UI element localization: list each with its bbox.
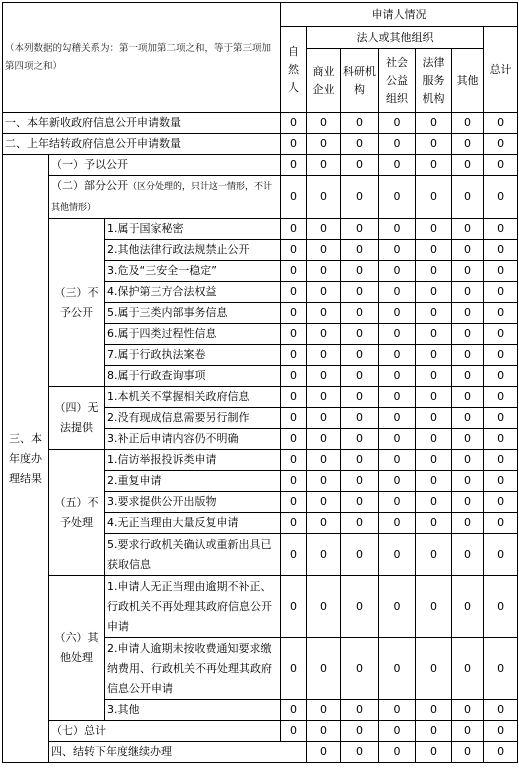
legal-org-header: 法人或其他组织 <box>307 27 484 49</box>
cell: 0 <box>379 176 416 219</box>
item-label: 1.信访举报投诉类申请 <box>105 450 281 471</box>
cell: 0 <box>484 155 518 176</box>
group-label: （三）不予公开 <box>49 219 105 387</box>
cell: 0 <box>452 324 484 345</box>
cell: 0 <box>341 534 379 576</box>
cell: 0 <box>416 492 452 513</box>
research-header: 科研机构 <box>341 49 379 113</box>
cell: 0 <box>416 345 452 366</box>
cell: 0 <box>379 366 416 387</box>
row-label: （七）总计 <box>49 721 281 742</box>
cell: 0 <box>341 576 379 638</box>
cell: 0 <box>452 576 484 638</box>
cell: 0 <box>307 471 341 492</box>
cell: 0 <box>452 282 484 303</box>
cell: 0 <box>379 240 416 261</box>
cell: 0 <box>379 345 416 366</box>
cell: 0 <box>484 471 518 492</box>
cell: 0 <box>452 176 484 219</box>
cell: 0 <box>379 134 416 155</box>
cell: 0 <box>452 450 484 471</box>
cell: 0 <box>484 534 518 576</box>
cell: 0 <box>484 366 518 387</box>
cell: 0 <box>416 534 452 576</box>
cell: 0 <box>281 513 307 534</box>
cell: 0 <box>484 742 518 763</box>
group-label: （四）无法提供 <box>49 387 105 450</box>
cell: 0 <box>416 513 452 534</box>
cell: 0 <box>281 303 307 324</box>
cell: 0 <box>307 450 341 471</box>
cell: 0 <box>379 534 416 576</box>
cell: 0 <box>281 700 307 721</box>
cell: 0 <box>379 700 416 721</box>
cell: 0 <box>452 408 484 429</box>
cell: 0 <box>307 742 341 763</box>
cell: 0 <box>484 324 518 345</box>
cell: 0 <box>307 240 341 261</box>
other-header: 其他 <box>452 49 484 113</box>
cell: 0 <box>307 534 341 576</box>
cell: 0 <box>452 471 484 492</box>
cell: 0 <box>416 387 452 408</box>
cell: 0 <box>416 324 452 345</box>
cell: 0 <box>452 303 484 324</box>
cell: 0 <box>281 534 307 576</box>
table-row <box>3 134 518 155</box>
cell: 0 <box>341 219 379 240</box>
cell: 0 <box>379 638 416 700</box>
item-label: 2.申请人逾期未按收费通知要求缴纳费用、行政机关不再处理其政府信息公开申请 <box>105 638 281 700</box>
row-label: （一）予以公开 <box>49 155 281 176</box>
cell: 0 <box>379 282 416 303</box>
cell: 0 <box>307 638 341 700</box>
item-label: 2.其他法律行政法规禁止公开 <box>105 240 281 261</box>
cell: 0 <box>307 721 341 742</box>
table-row <box>3 576 518 638</box>
cell: 0 <box>416 366 452 387</box>
cell: 0 <box>307 429 341 450</box>
row-label: 二、上年结转政府信息公开申请数量 <box>3 134 281 155</box>
cell: 0 <box>484 240 518 261</box>
cell: 0 <box>416 742 452 763</box>
cell: 0 <box>484 721 518 742</box>
cell: 0 <box>307 408 341 429</box>
cell: 0 <box>341 303 379 324</box>
cell: 0 <box>341 155 379 176</box>
cell: 0 <box>379 742 416 763</box>
item-label: 3.要求提供公开出版物 <box>105 492 281 513</box>
cell: 0 <box>484 261 518 282</box>
cell: 0 <box>452 638 484 700</box>
cell: 0 <box>484 387 518 408</box>
cell: 0 <box>452 534 484 576</box>
cell: 0 <box>452 113 484 134</box>
cell: 0 <box>307 700 341 721</box>
cell: 0 <box>484 134 518 155</box>
cell: 0 <box>307 155 341 176</box>
cell: 0 <box>452 345 484 366</box>
cell: 0 <box>484 219 518 240</box>
cell: 0 <box>307 576 341 638</box>
cell: 0 <box>452 700 484 721</box>
item-label: 2.没有现成信息需要另行制作 <box>105 408 281 429</box>
cell: 0 <box>281 261 307 282</box>
cell: 0 <box>452 513 484 534</box>
cell: 0 <box>379 261 416 282</box>
cell: 0 <box>379 492 416 513</box>
item-label: 3.补正后申请内容仍不明确 <box>105 429 281 450</box>
cell: 0 <box>341 282 379 303</box>
cell: 0 <box>484 513 518 534</box>
cell: 0 <box>416 576 452 638</box>
item-label: 8.属于行政查询事项 <box>105 366 281 387</box>
cell: 0 <box>379 576 416 638</box>
cell: 0 <box>379 429 416 450</box>
cell: 0 <box>307 113 341 134</box>
row-label <box>49 176 281 219</box>
item-label: 2.重复申请 <box>105 471 281 492</box>
cell: 0 <box>484 113 518 134</box>
partial-disclosure-note: （区分处理的，只计这一情形，不计其他情形） <box>51 182 273 213</box>
cell: 0 <box>281 471 307 492</box>
cell: 0 <box>341 113 379 134</box>
cell: 0 <box>379 471 416 492</box>
cell: 0 <box>416 303 452 324</box>
cell: 0 <box>379 513 416 534</box>
cell: 0 <box>452 219 484 240</box>
table-row <box>3 176 518 219</box>
cell: 0 <box>307 324 341 345</box>
item-label: 7.属于行政执法案卷 <box>105 345 281 366</box>
cell: 0 <box>416 176 452 219</box>
cell: 0 <box>341 742 379 763</box>
cell: 0 <box>416 471 452 492</box>
group-label: （五）不予处理 <box>49 450 105 576</box>
cell: 0 <box>281 134 307 155</box>
cell: 0 <box>484 303 518 324</box>
cell: 0 <box>452 261 484 282</box>
item-label: 3.危及“三安全一稳定” <box>105 261 281 282</box>
cell: 0 <box>416 240 452 261</box>
cell: 0 <box>379 219 416 240</box>
cell: 0 <box>452 240 484 261</box>
cell: 0 <box>281 429 307 450</box>
cell: 0 <box>281 113 307 134</box>
cell: 0 <box>341 492 379 513</box>
item-label: 1.属于国家秘密 <box>105 219 281 240</box>
table-row <box>3 450 518 471</box>
row-label: 一、本年新收政府信息公开申请数量 <box>3 113 281 134</box>
cell: 0 <box>416 219 452 240</box>
cell: 0 <box>379 303 416 324</box>
cell: 0 <box>379 113 416 134</box>
cell: 0 <box>484 700 518 721</box>
cell: 0 <box>281 638 307 700</box>
cell: 0 <box>452 721 484 742</box>
cell: 0 <box>416 113 452 134</box>
cell: 0 <box>307 176 341 219</box>
item-label: 5.属于三类内部事务信息 <box>105 303 281 324</box>
cell: 0 <box>307 387 341 408</box>
cell: 0 <box>341 345 379 366</box>
cell: 0 <box>416 721 452 742</box>
cell: 0 <box>379 450 416 471</box>
cell: 0 <box>341 240 379 261</box>
section-three-label: 三、本年度办理结果 <box>3 155 49 763</box>
applicant-header: 申请人情况 <box>281 3 518 27</box>
cell: 0 <box>307 345 341 366</box>
group-label: （六）其他处理 <box>49 576 105 721</box>
cell: 0 <box>341 429 379 450</box>
cell: 0 <box>307 492 341 513</box>
cell: 0 <box>341 176 379 219</box>
cell: 0 <box>281 450 307 471</box>
natural-person-header: 自然人 <box>281 27 307 113</box>
item-label: 4.无正当理由大量反复申请 <box>105 513 281 534</box>
cell: 0 <box>484 176 518 219</box>
item-label: 4.保护第三方合法权益 <box>105 282 281 303</box>
cell: 0 <box>416 638 452 700</box>
cell: 0 <box>452 366 484 387</box>
cell: 0 <box>341 408 379 429</box>
cell: 0 <box>281 408 307 429</box>
cell: 0 <box>281 387 307 408</box>
row-label: 四、结转下年度继续办理 <box>49 742 307 763</box>
cell: 0 <box>307 303 341 324</box>
cell: 0 <box>281 155 307 176</box>
cell: 0 <box>416 450 452 471</box>
cell: 0 <box>281 282 307 303</box>
cell: 0 <box>307 219 341 240</box>
cell: 0 <box>484 492 518 513</box>
cell: 0 <box>416 429 452 450</box>
cell: 0 <box>379 387 416 408</box>
cell: 0 <box>484 576 518 638</box>
cell: 0 <box>484 450 518 471</box>
cell: 0 <box>379 408 416 429</box>
cell: 0 <box>452 742 484 763</box>
cell: 0 <box>379 324 416 345</box>
business-header: 商业企业 <box>307 49 341 113</box>
cell: 0 <box>307 513 341 534</box>
cell: 0 <box>416 134 452 155</box>
cell: 0 <box>281 345 307 366</box>
cell: 0 <box>341 366 379 387</box>
cell: 0 <box>281 721 307 742</box>
law-header: 法律服务机构 <box>416 49 452 113</box>
cell: 0 <box>484 638 518 700</box>
cell: 0 <box>307 366 341 387</box>
cell: 0 <box>341 471 379 492</box>
social-header: 社会公益组织 <box>379 49 416 113</box>
cell: 0 <box>416 408 452 429</box>
cell: 0 <box>281 576 307 638</box>
item-label: 1.申请人无正当理由逾期不补正、行政机关不再处理其政府信息公开申请 <box>105 576 281 638</box>
cell: 0 <box>307 261 341 282</box>
cell: 0 <box>452 492 484 513</box>
cell: 0 <box>484 429 518 450</box>
cell: 0 <box>341 134 379 155</box>
item-label: 6.属于四类过程性信息 <box>105 324 281 345</box>
cell: 0 <box>452 387 484 408</box>
item-label: 5.要求行政机关确认或重新出具已获取信息 <box>105 534 281 576</box>
cell: 0 <box>452 155 484 176</box>
cell: 0 <box>341 700 379 721</box>
table-note: （本列数据的勾稽关系为：第一项加第二项之和，等于第三项加第四项之和） <box>3 3 281 113</box>
cell: 0 <box>484 408 518 429</box>
table-row <box>3 387 518 408</box>
table-row <box>3 742 518 763</box>
cell: 0 <box>281 219 307 240</box>
cell: 0 <box>416 261 452 282</box>
cell: 0 <box>452 134 484 155</box>
cell: 0 <box>341 450 379 471</box>
cell: 0 <box>484 345 518 366</box>
cell: 0 <box>281 366 307 387</box>
cell: 0 <box>416 282 452 303</box>
cell: 0 <box>416 700 452 721</box>
cell: 0 <box>307 134 341 155</box>
cell: 0 <box>341 324 379 345</box>
cell: 0 <box>281 176 307 219</box>
cell: 0 <box>341 513 379 534</box>
cell: 0 <box>416 155 452 176</box>
cell: 0 <box>379 155 416 176</box>
table-row <box>3 155 518 176</box>
cell: 0 <box>341 638 379 700</box>
cell: 0 <box>379 721 416 742</box>
table-row <box>3 219 518 240</box>
government-info-disclosure-table <box>2 2 518 763</box>
cell: 0 <box>341 387 379 408</box>
item-label: 3.其他 <box>105 700 281 721</box>
cell: 0 <box>307 282 341 303</box>
table-row <box>3 721 518 742</box>
cell: 0 <box>341 721 379 742</box>
cell: 0 <box>281 492 307 513</box>
cell: 0 <box>484 282 518 303</box>
total-header: 总计 <box>484 27 518 113</box>
partial-disclosure-label: （二）部分公开 <box>51 179 128 192</box>
item-label: 1.本机关不掌握相关政府信息 <box>105 387 281 408</box>
table-row <box>3 113 518 134</box>
cell: 0 <box>281 324 307 345</box>
cell: 0 <box>281 240 307 261</box>
cell: 0 <box>452 429 484 450</box>
cell: 0 <box>341 261 379 282</box>
